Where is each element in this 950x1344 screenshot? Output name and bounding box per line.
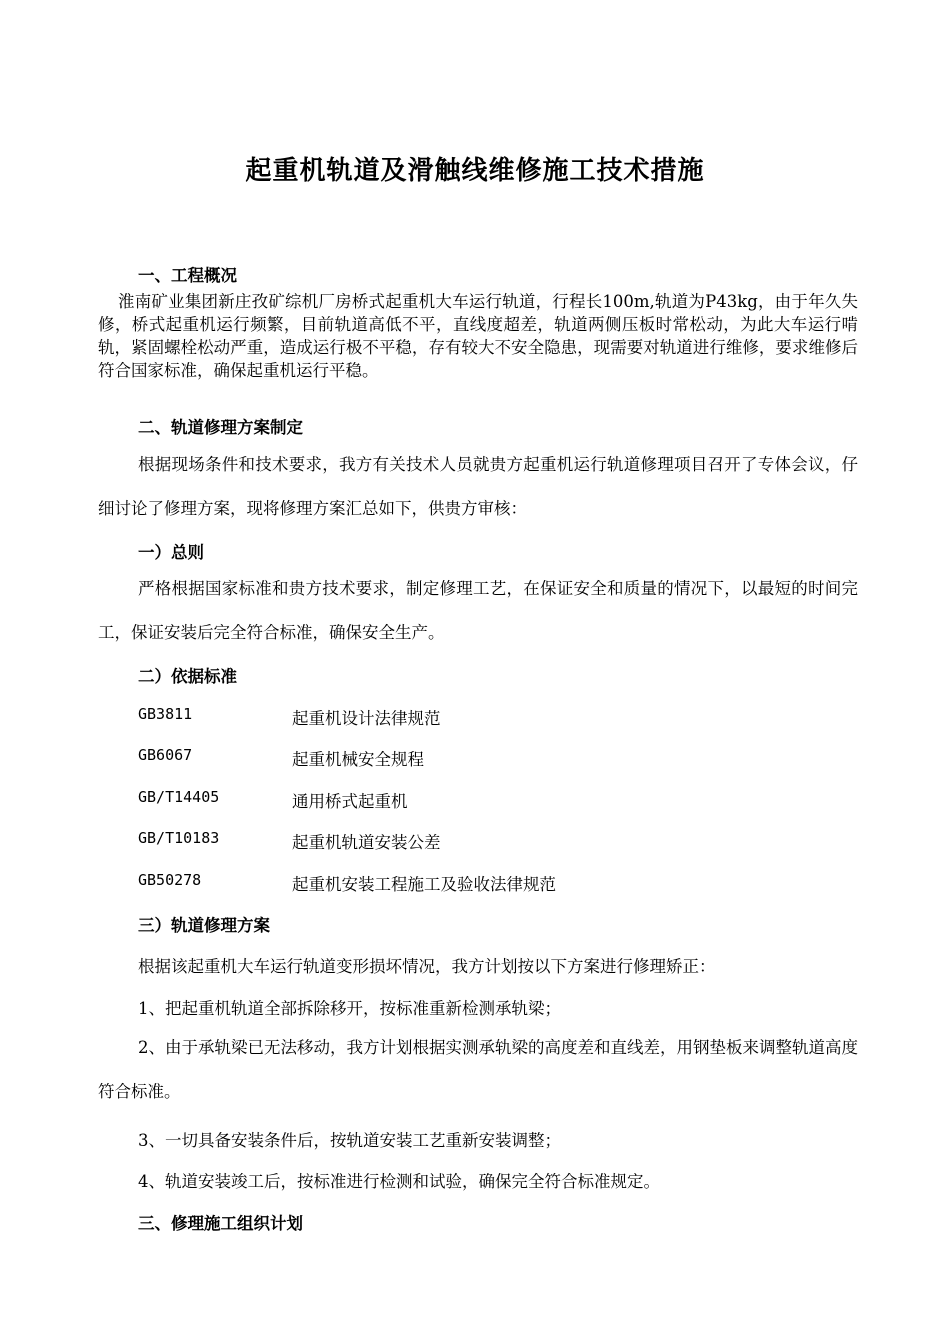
standard-code: GB3811: [138, 705, 193, 723]
document-title: 起重机轨道及滑触线维修施工技术措施: [245, 156, 705, 186]
list-item: 3、一切具备安装条件后，按轨道安装工艺重新安装调整；: [138, 1131, 561, 1150]
standard-code: GB6067: [138, 746, 193, 764]
list-item: 4、轨道安装竣工后，按标准进行检测和试验，确保完全符合标准规定。: [138, 1172, 660, 1191]
repair-scheme-intro: 根据该起重机大车运行轨道变形损坏情况，我方计划按以下方案进行修理矫正：: [138, 957, 716, 976]
subheading-standards: 二）依据标准: [138, 667, 237, 686]
subheading-general: 一）总则: [138, 543, 204, 562]
section-heading-overview: 一、工程概况: [138, 266, 237, 285]
section-heading-organization: 三、修理施工组织计划: [138, 1214, 303, 1233]
standard-name: 起重机安装工程施工及验收法律规范: [292, 875, 556, 894]
list-item: 2、由于承轨梁已无法移动，我方计划根据实测承轨梁的高度差和直线差，用钢垫板来调整轨道高度符合标准。: [98, 1038, 858, 1101]
standard-name: 通用桥式起重机: [292, 792, 408, 811]
list-item: 1、把起重机轨道全部拆除移开，按标准重新检测承轨梁；: [138, 999, 561, 1018]
standard-name: 起重机械安全规程: [292, 750, 424, 769]
standard-code: GB50278: [138, 871, 202, 889]
standard-code: GB/T10183: [138, 829, 220, 847]
repair-plan-intro: 根据现场条件和技术要求，我方有关技术人员就贵方起重机运行轨道修理项目召开了专体会议，仔细讨论了修理方案，现将修理方案汇总如下，供贵方审核：: [98, 455, 858, 518]
standard-code: GB/T14405: [138, 788, 220, 806]
general-paragraph: 严格根据国家标准和贵方技术要求，制定修理工艺，在保证安全和质量的情况下，以最短的时间完工，保证安装后完全符合标准，确保安全生产。: [98, 579, 858, 642]
overview-paragraph: 淮南矿业集团新庄孜矿综机厂房桥式起重机大车运行轨道，行程长100m,轨道为P43kg，由于年久失修，桥式起重机运行频繁，目前轨道高低不平，直线度超差，轨道两侧压板时常松动，为此大车运行啃轨，紧固螺栓松动严重，造成运行极不平稳，存有较大不安全隐患，现需要对轨道进行维修，要求维修后符合国家标准，确保起重机运行平稳。: [98, 292, 858, 380]
standard-name: 起重机设计法律规范: [292, 709, 441, 728]
standard-name: 起重机轨道安装公差: [292, 833, 441, 852]
subheading-repair-scheme: 三）轨道修理方案: [138, 916, 270, 935]
section-heading-repair-plan: 二、轨道修理方案制定: [138, 418, 303, 437]
